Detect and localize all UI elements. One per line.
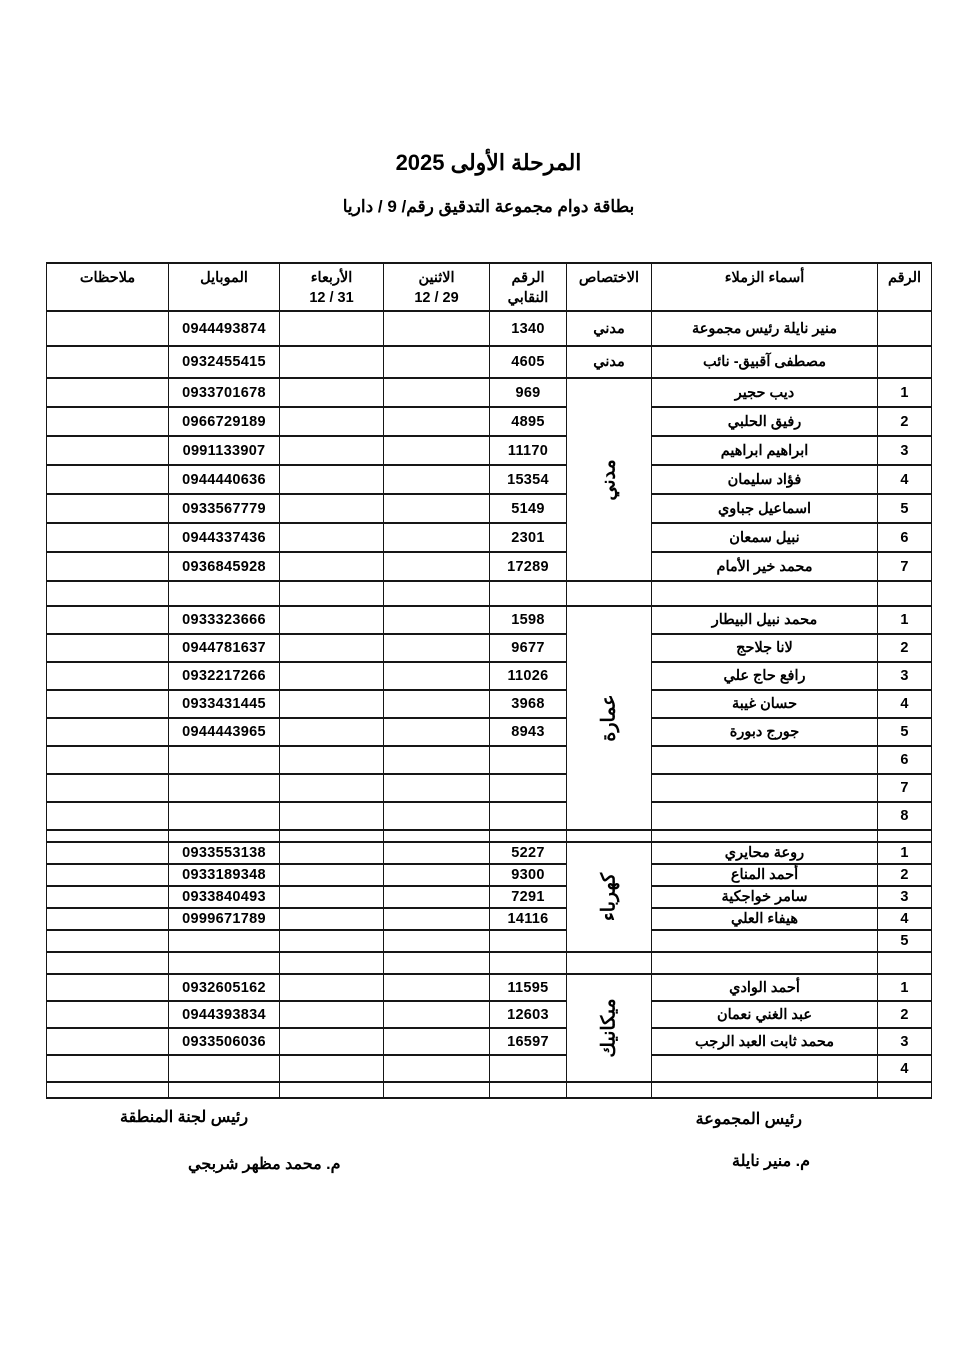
region-committee-head-name: م. محمد مظهر شربجي: [188, 1156, 341, 1173]
member-number-cell: 5: [878, 494, 932, 523]
group-head-name: م. منير نايلة: [732, 1153, 810, 1170]
mobile-cell: 0932455415: [169, 346, 280, 378]
empty-cell: [878, 952, 932, 974]
wednesday-cell: [280, 436, 384, 465]
header-monday: [384, 263, 490, 311]
specialty-group-cell: [567, 974, 652, 1082]
empty-cell: [567, 952, 652, 974]
empty-cell: [384, 830, 490, 842]
member-name-cell: محمد خير الأمام: [652, 552, 878, 581]
mobile-cell: [169, 746, 280, 774]
member-name-cell: [652, 746, 878, 774]
wednesday-cell: [280, 746, 384, 774]
member-name-cell: لانا جلاحج: [652, 634, 878, 662]
mobile-cell: 0944337436: [169, 523, 280, 552]
notes-cell: [47, 523, 169, 552]
specialty-vertical-label: عمارة: [598, 694, 620, 742]
monday-cell: [384, 552, 490, 581]
wednesday-cell: [280, 552, 384, 581]
table-row: [47, 606, 932, 634]
table-row: [47, 465, 932, 494]
union-number-cell: [490, 930, 567, 952]
member-number-cell: 1: [878, 842, 932, 864]
table-row: [47, 552, 932, 581]
notes-cell: [47, 552, 169, 581]
monday-cell: [384, 908, 490, 930]
specialty-vertical-label: ميكانيك: [598, 998, 620, 1058]
notes-cell: [47, 407, 169, 436]
table-row: [47, 802, 932, 830]
notes-cell: [47, 346, 169, 378]
notes-cell: [47, 908, 169, 930]
union-number-cell: 15354: [490, 465, 567, 494]
wednesday-cell: [280, 1055, 384, 1082]
member-number-cell: 4: [878, 908, 932, 930]
union-number-cell: 969: [490, 378, 567, 407]
union-number-cell: 11170: [490, 436, 567, 465]
header-number: [878, 263, 932, 311]
notes-cell: [47, 494, 169, 523]
group-head-title: رئيس المجموعة: [695, 1111, 802, 1128]
signatures-area: [0, 1099, 977, 1249]
notes-cell: [47, 311, 169, 346]
mobile-cell: 0933701678: [169, 378, 280, 407]
empty-cell: [878, 830, 932, 842]
notes-cell: [47, 774, 169, 802]
wednesday-cell: [280, 690, 384, 718]
wednesday-cell: [280, 974, 384, 1001]
empty-cell: [169, 952, 280, 974]
notes-cell: [47, 864, 169, 886]
empty-cell: [878, 1082, 932, 1098]
empty-cell: [490, 952, 567, 974]
notes-cell: [47, 974, 169, 1001]
notes-cell: [47, 842, 169, 864]
member-number-cell: 1: [878, 378, 932, 407]
table-row: [47, 346, 932, 378]
empty-cell: [384, 1082, 490, 1098]
header-specialty-label: الاختصاص: [578, 270, 640, 286]
member-name-cell: محمد نبيل البيطار: [652, 606, 878, 634]
monday-cell: [384, 1001, 490, 1028]
empty-cell: [280, 581, 384, 606]
member-number-cell: 4: [878, 690, 932, 718]
wednesday-cell: [280, 606, 384, 634]
notes-cell: [47, 802, 169, 830]
member-number-cell: 5: [878, 930, 932, 952]
member-number-cell: 3: [878, 662, 932, 690]
empty-cell: [47, 830, 169, 842]
member-name-cell: جورج دبورة: [652, 718, 878, 746]
member-number-cell: 4: [878, 465, 932, 494]
member-number-cell: 1: [878, 606, 932, 634]
table-row: [47, 908, 932, 930]
table-row: [47, 1028, 932, 1055]
empty-cell: [490, 830, 567, 842]
union-number-cell: 14116: [490, 908, 567, 930]
member-number-cell: 7: [878, 774, 932, 802]
mobile-cell: 0933189348: [169, 864, 280, 886]
table-row: [47, 842, 932, 864]
empty-cell: [490, 1082, 567, 1098]
empty-cell: [47, 1082, 169, 1098]
member-name-cell: رفيق الحلبي: [652, 407, 878, 436]
wednesday-cell: [280, 494, 384, 523]
table-row: [47, 378, 932, 407]
member-name-cell: ديب حجير: [652, 378, 878, 407]
empty-cell: [490, 581, 567, 606]
union-number-cell: 12603: [490, 1001, 567, 1028]
mobile-cell: [169, 774, 280, 802]
table-row: [47, 886, 932, 908]
table-row: [47, 830, 932, 842]
member-number-cell: [878, 346, 932, 378]
monday-cell: [384, 774, 490, 802]
empty-cell: [280, 1082, 384, 1098]
header-wednesday-label: الأربعاء: [310, 270, 353, 286]
wednesday-cell: [280, 378, 384, 407]
empty-cell: [280, 830, 384, 842]
member-name-cell: رافع حاج علي: [652, 662, 878, 690]
attendance-roster-table: [46, 262, 932, 1099]
member-name-cell: اسماعيل جباوي: [652, 494, 878, 523]
notes-cell: [47, 718, 169, 746]
empty-cell: [280, 952, 384, 974]
monday-cell: [384, 494, 490, 523]
monday-cell: [384, 606, 490, 634]
monday-cell: [384, 864, 490, 886]
mobile-cell: 0932217266: [169, 662, 280, 690]
wednesday-cell: [280, 465, 384, 494]
mobile-cell: 0933506036: [169, 1028, 280, 1055]
table-row: [47, 1055, 932, 1082]
union-number-cell: 16597: [490, 1028, 567, 1055]
monday-cell: [384, 802, 490, 830]
notes-cell: [47, 690, 169, 718]
table-header-row: [47, 263, 932, 311]
wednesday-cell: [280, 346, 384, 378]
member-number-cell: 3: [878, 436, 932, 465]
empty-cell: [652, 581, 878, 606]
table-row: [47, 746, 932, 774]
empty-cell: [652, 1082, 878, 1098]
table-row: [47, 952, 932, 974]
member-name-cell: نبيل سمعان: [652, 523, 878, 552]
member-name-cell: [652, 802, 878, 830]
member-name-cell: مصطفى آقبيق- نائب: [652, 346, 878, 378]
member-name-cell: أحمد الوادي: [652, 974, 878, 1001]
member-name-cell: حسان غيبة: [652, 690, 878, 718]
member-number-cell: 5: [878, 718, 932, 746]
wednesday-cell: [280, 662, 384, 690]
empty-cell: [169, 581, 280, 606]
empty-cell: [567, 581, 652, 606]
monday-cell: [384, 378, 490, 407]
union-number-cell: [490, 746, 567, 774]
member-number-cell: 2: [878, 407, 932, 436]
member-name-cell: محمد ثابت العبد الرجب: [652, 1028, 878, 1055]
table-row: [47, 1082, 932, 1098]
wednesday-cell: [280, 864, 384, 886]
specialty-vertical-label: مدني: [598, 458, 620, 501]
wednesday-cell: [280, 908, 384, 930]
wednesday-cell: [280, 886, 384, 908]
member-name-cell: منير نايلة رئيس مجموعة: [652, 311, 878, 346]
mobile-cell: 0944393834: [169, 1001, 280, 1028]
member-number-cell: 4: [878, 1055, 932, 1082]
specialty-group-cell: [567, 606, 652, 830]
mobile-cell: [169, 930, 280, 952]
empty-cell: [169, 830, 280, 842]
region-committee-head-title: رئيس لجنة المنطقة: [120, 1109, 249, 1126]
member-number-cell: 7: [878, 552, 932, 581]
header-mobile: [169, 263, 280, 311]
mobile-cell: [169, 802, 280, 830]
wednesday-cell: [280, 774, 384, 802]
header-wednesday-date: 12 / 31: [309, 290, 354, 306]
empty-cell: [47, 952, 169, 974]
union-number-cell: 9677: [490, 634, 567, 662]
wednesday-cell: [280, 1001, 384, 1028]
table-row: [47, 930, 932, 952]
roster-body: [47, 311, 932, 1098]
notes-cell: [47, 1055, 169, 1082]
table-row: [47, 494, 932, 523]
mobile-cell: 0944443965: [169, 718, 280, 746]
monday-cell: [384, 1055, 490, 1082]
mobile-cell: 0933431445: [169, 690, 280, 718]
monday-cell: [384, 746, 490, 774]
header-notes: [47, 263, 169, 311]
empty-cell: [384, 952, 490, 974]
mobile-cell: 0966729189: [169, 407, 280, 436]
member-name-cell: فؤاد سليمان: [652, 465, 878, 494]
mobile-cell: 0944493874: [169, 311, 280, 346]
monday-cell: [384, 436, 490, 465]
member-number-cell: 8: [878, 802, 932, 830]
table-row: [47, 662, 932, 690]
monday-cell: [384, 346, 490, 378]
member-name-cell: ابراهيم ابراهيم: [652, 436, 878, 465]
page-title: المرحلة الأولى 2025: [395, 150, 582, 175]
header-wednesday: [280, 263, 384, 311]
mobile-cell: 0944440636: [169, 465, 280, 494]
union-number-cell: 11026: [490, 662, 567, 690]
table-row: [47, 581, 932, 606]
notes-cell: [47, 378, 169, 407]
union-number-cell: 5227: [490, 842, 567, 864]
union-number-cell: [490, 774, 567, 802]
wednesday-cell: [280, 311, 384, 346]
member-number-cell: [878, 311, 932, 346]
monday-cell: [384, 974, 490, 1001]
union-number-cell: 8943: [490, 718, 567, 746]
notes-cell: [47, 606, 169, 634]
wednesday-cell: [280, 842, 384, 864]
union-number-cell: [490, 802, 567, 830]
member-number-cell: 2: [878, 864, 932, 886]
member-number-cell: 3: [878, 886, 932, 908]
specialty-vertical-label: كهرباء: [598, 872, 620, 922]
wednesday-cell: [280, 718, 384, 746]
notes-cell: [47, 436, 169, 465]
table-row: [47, 864, 932, 886]
empty-cell: [652, 952, 878, 974]
header-names-label: أسماء الزملاء: [724, 270, 805, 286]
mobile-cell: 0991133907: [169, 436, 280, 465]
mobile-cell: 0933553138: [169, 842, 280, 864]
header-monday-label: الاثنين: [418, 270, 455, 286]
mobile-cell: [169, 1055, 280, 1082]
union-number-cell: 11595: [490, 974, 567, 1001]
monday-cell: [384, 718, 490, 746]
member-name-cell: روعة محايري: [652, 842, 878, 864]
table-row: [47, 774, 932, 802]
wednesday-cell: [280, 634, 384, 662]
header-specialty: [567, 263, 652, 311]
mobile-cell: 0936845928: [169, 552, 280, 581]
monday-cell: [384, 407, 490, 436]
monday-cell: [384, 311, 490, 346]
monday-cell: [384, 523, 490, 552]
member-name-cell: عبد الغني نعمان: [652, 1001, 878, 1028]
union-number-cell: 2301: [490, 523, 567, 552]
monday-cell: [384, 842, 490, 864]
monday-cell: [384, 465, 490, 494]
empty-cell: [878, 581, 932, 606]
member-number-cell: 3: [878, 1028, 932, 1055]
table-row: [47, 690, 932, 718]
specialty-cell: مدني: [567, 311, 652, 346]
table-row: [47, 974, 932, 1001]
notes-cell: [47, 886, 169, 908]
header-notes-label: ملاحظات: [79, 270, 136, 286]
member-number-cell: 2: [878, 634, 932, 662]
specialty-group-cell: [567, 842, 652, 952]
empty-cell: [567, 1082, 652, 1098]
union-number-cell: 1598: [490, 606, 567, 634]
member-name-cell: أحمد المناع: [652, 864, 878, 886]
monday-cell: [384, 930, 490, 952]
empty-cell: [567, 830, 652, 842]
header-union-line1: الرقم: [511, 270, 545, 286]
table-row: [47, 407, 932, 436]
union-number-cell: 4895: [490, 407, 567, 436]
wednesday-cell: [280, 407, 384, 436]
header-union-line2: النقابي: [507, 290, 549, 306]
mobile-cell: 0933323666: [169, 606, 280, 634]
member-name-cell: [652, 930, 878, 952]
empty-cell: [384, 581, 490, 606]
empty-cell: [652, 830, 878, 842]
notes-cell: [47, 746, 169, 774]
table-row: [47, 436, 932, 465]
member-number-cell: 6: [878, 523, 932, 552]
union-number-cell: 9300: [490, 864, 567, 886]
table-row: [47, 718, 932, 746]
wednesday-cell: [280, 1028, 384, 1055]
table-row: [47, 311, 932, 346]
union-number-cell: [490, 1055, 567, 1082]
notes-cell: [47, 465, 169, 494]
header-monday-date: 12 / 29: [414, 290, 459, 306]
monday-cell: [384, 886, 490, 908]
union-number-cell: 3968: [490, 690, 567, 718]
table-row: [47, 1001, 932, 1028]
member-name-cell: [652, 1055, 878, 1082]
monday-cell: [384, 1028, 490, 1055]
union-number-cell: 7291: [490, 886, 567, 908]
mobile-cell: 0944781637: [169, 634, 280, 662]
mobile-cell: 0932605162: [169, 974, 280, 1001]
header-number-label: الرقم: [887, 270, 922, 286]
wednesday-cell: [280, 523, 384, 552]
empty-cell: [169, 1082, 280, 1098]
union-number-cell: 17289: [490, 552, 567, 581]
member-number-cell: 6: [878, 746, 932, 774]
union-number-cell: 4605: [490, 346, 567, 378]
mobile-cell: 0999671789: [169, 908, 280, 930]
mobile-cell: 0933840493: [169, 886, 280, 908]
wednesday-cell: [280, 930, 384, 952]
monday-cell: [384, 662, 490, 690]
member-name-cell: هيفاء العلي: [652, 908, 878, 930]
member-number-cell: 2: [878, 1001, 932, 1028]
empty-cell: [47, 581, 169, 606]
monday-cell: [384, 634, 490, 662]
header-union-number: [490, 263, 567, 311]
notes-cell: [47, 1001, 169, 1028]
table-row: [47, 634, 932, 662]
union-number-cell: 1340: [490, 311, 567, 346]
mobile-cell: 0933567779: [169, 494, 280, 523]
specialty-cell: مدني: [567, 346, 652, 378]
page-subtitle: بطاقة دوام مجموعة التدقيق رقم/ 9 / داريا: [342, 197, 635, 216]
notes-cell: [47, 930, 169, 952]
member-number-cell: 1: [878, 974, 932, 1001]
notes-cell: [47, 662, 169, 690]
member-name-cell: [652, 774, 878, 802]
table-row: [47, 523, 932, 552]
notes-cell: [47, 1028, 169, 1055]
union-number-cell: 5149: [490, 494, 567, 523]
header-mobile-label: الموبايل: [200, 270, 248, 286]
member-name-cell: سامر خواجكية: [652, 886, 878, 908]
wednesday-cell: [280, 802, 384, 830]
specialty-group-cell: [567, 378, 652, 581]
notes-cell: [47, 634, 169, 662]
monday-cell: [384, 690, 490, 718]
header-names: [652, 263, 878, 311]
